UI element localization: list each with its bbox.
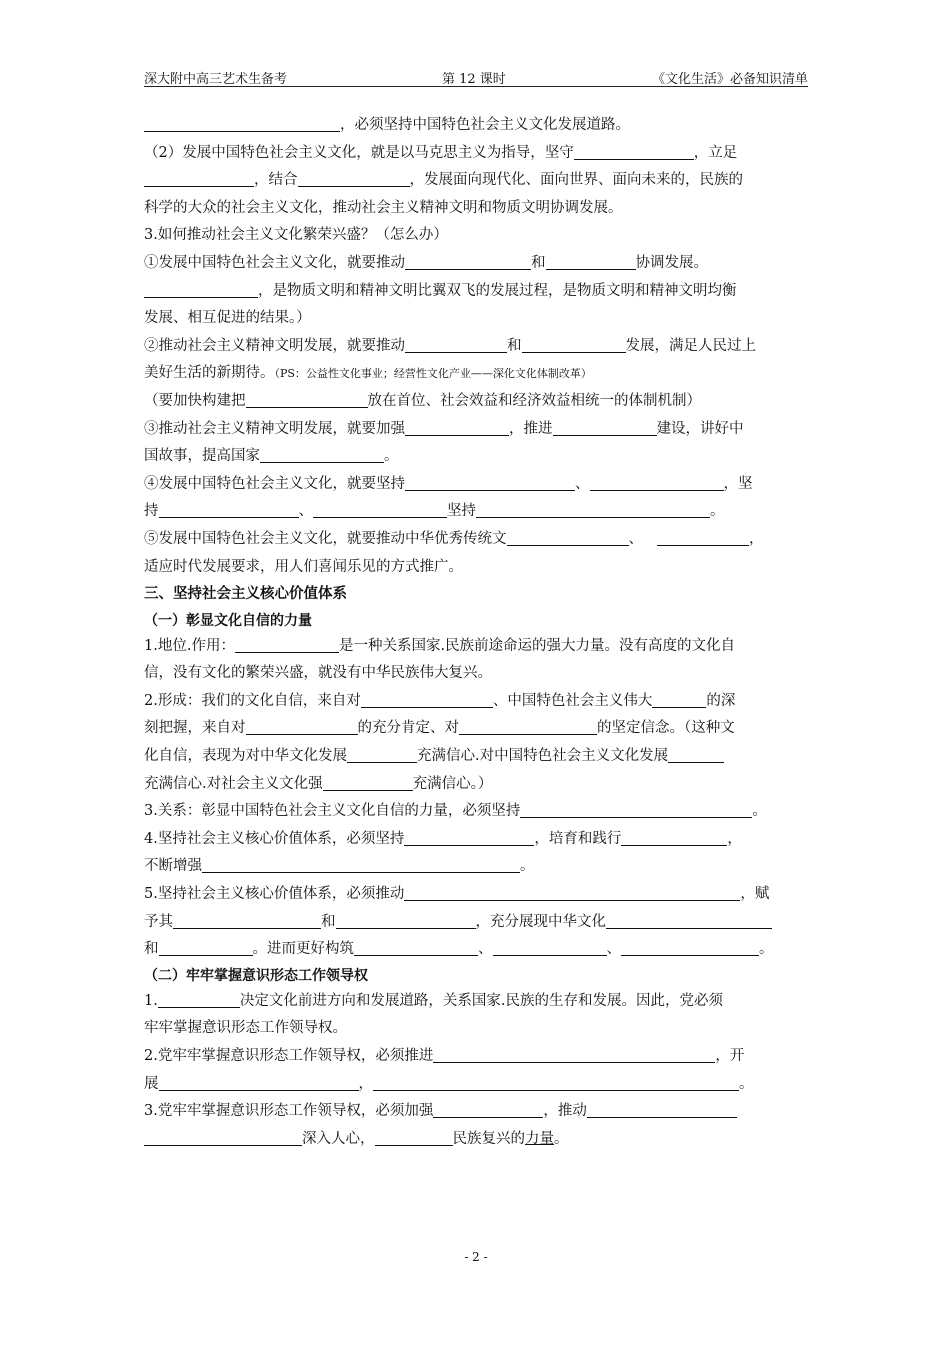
header-title: 《文化生活》必备知识清单 [651,72,808,87]
subsection-heading: （一）彰显文化自信的力量 [144,612,312,629]
text-line: 深入人心， 民族复兴的力量。 [144,1126,808,1154]
header-school: 深大附中高三艺术生备考 [144,72,288,87]
blank[interactable] [657,527,749,546]
blank[interactable] [173,910,321,929]
document-body [144,112,808,1153]
text-line: 美好生活的新期待。（PS：公益性文化事业；经营性文化产业——深化文化体制改革） [144,365,592,382]
blank[interactable] [159,499,299,518]
blank[interactable] [668,744,724,763]
blank[interactable] [298,168,410,187]
text-line: 刻把握，来自对 的充分肯定、对 的坚定信念。（这种文 [144,715,808,743]
blank[interactable] [373,1072,739,1091]
text-line: 充满信心.对社会主义文化强 充满信心。） [144,771,808,799]
text-line: 信，没有文化的繁荣兴盛，就没有中华民族伟大复兴。 [144,665,492,682]
blank[interactable] [159,1072,359,1091]
blank[interactable] [144,168,254,187]
text-line: 展 ， 。 [144,1071,808,1099]
blank[interactable] [354,937,478,956]
blank[interactable] [606,910,772,929]
text-line: ，结合 ，发展面向现代化、面向世界、面向未来的，民族的 [144,167,808,195]
section-heading: 三、坚持社会主义核心价值体系 [144,586,347,603]
text-line: （2）发展中国特色社会主义文化，就是以马克思主义为指导，坚守 ，立足 [144,140,808,168]
blank[interactable] [507,527,629,546]
text-line: ，是物质文明和精神文明比翼双飞的发展过程，是物质文明和精神文明均衡 [144,278,808,306]
text-line: 3.关系：彰显中国特色社会主义文化自信的力量，必须坚持 。 [144,798,808,826]
text-line: 化自信，表现为对中华文化发展 充满信心.对中国特色社会主义文化发展 [144,743,808,771]
blank[interactable] [144,279,258,298]
text-line: 予其 和 ，充分展现中华文化 [144,909,808,937]
blank[interactable] [621,937,759,956]
text-line: ④发展中国特色社会主义文化，就要坚持 、 ，坚 [144,471,808,499]
blank[interactable] [235,634,339,653]
blank[interactable] [246,389,368,408]
text-line: ，必须坚持中国特色社会主义文化发展道路。 [144,112,808,140]
text-line: 国故事，提高国家 。 [144,443,808,471]
text-line: 牢牢掌握意识形态工作领导权。 [144,1020,347,1037]
blank[interactable] [313,499,447,518]
text-line: 1. 决定文化前进方向和发展道路，关系国家.民族的生存和发展。因此，党必须 [144,988,808,1016]
blank[interactable] [574,141,694,160]
text-line: 2.形成：我们的文化自信，来自对 、中国特色社会主义伟大 的深 [144,688,808,716]
page-header [144,64,808,87]
blank[interactable] [144,113,340,132]
blank[interactable] [202,854,520,873]
text-line: 发展、相互促进的结果。） [144,310,311,327]
blank[interactable] [405,251,531,270]
text-line: 持 、 坚持 。 [144,498,808,526]
blank[interactable] [433,1044,715,1063]
blank[interactable] [405,417,509,436]
text-line: ①发展中国特色社会主义文化，就要推动 和 协调发展。 [144,250,808,278]
blank[interactable] [433,1099,543,1118]
text-line: 和 。进而更好构筑 、 、 。 [144,936,808,964]
blank[interactable] [144,1127,302,1146]
blank[interactable] [590,472,724,491]
header-lesson: 第 12 课时 [442,72,506,87]
blank[interactable] [493,937,607,956]
blank[interactable] [347,744,417,763]
blank[interactable] [323,772,413,791]
subsection-heading: （二）牢牢掌握意识形态工作领导权 [144,967,368,984]
blank[interactable] [336,910,476,929]
text-line: （要加快构建把 放在首位、社会效益和经济效益相统一的体制机制） [144,388,808,416]
blank[interactable] [375,1127,453,1146]
text-line: ⑤发展中国特色社会主义文化，就要推动中华优秀传统文 、 ， [144,526,808,554]
text-line: 1.地位.作用： 是一种关系国家.民族前途命运的强大力量。没有高度的文化自 [144,633,808,661]
blank[interactable] [158,989,240,1008]
blank[interactable] [546,251,636,270]
blank[interactable] [260,444,384,463]
blank[interactable] [405,334,507,353]
blank[interactable] [459,716,597,735]
text-line: 不断增强 。 [144,853,808,881]
blank[interactable] [361,689,493,708]
blank[interactable] [587,1099,737,1118]
blank[interactable] [476,499,710,518]
blank[interactable] [159,937,253,956]
text-line: 4.坚持社会主义核心价值体系，必须坚持 ，培育和践行 ， [144,826,808,854]
text-line: 5.坚持社会主义核心价值体系，必须推动 ，赋 [144,881,808,909]
blank[interactable] [652,689,706,708]
text-line: 3.党牢牢掌握意识形态工作领导权，必须加强 ，推动 [144,1098,808,1126]
page-number: - 2 - [464,1250,488,1264]
text-line: ②推动社会主义精神文明发展，就要推动 和 发展，满足人民过上 [144,333,808,361]
text-line: 3.如何推动社会主义文化繁荣兴盛？（怎么办） [144,227,448,244]
blank[interactable] [522,334,626,353]
blank[interactable] [404,882,740,901]
text-line: ③推动社会主义精神文明发展，就要加强 ，推进 建设，讲好中 [144,416,808,444]
text-line: 适应时代发展要求，用人们喜闻乐见的方式推广。 [144,558,463,575]
blank[interactable] [621,827,727,846]
text-line: 2.党牢牢掌握意识形态工作领导权，必须推进 ，开 [144,1043,808,1071]
blank[interactable] [404,827,534,846]
blank[interactable] [405,472,575,491]
text-line: 科学的大众的社会主义文化，推动社会主义精神文明和物质文明协调发展。 [144,199,623,216]
blank[interactable] [246,716,358,735]
blank[interactable] [520,799,752,818]
blank[interactable] [553,417,657,436]
